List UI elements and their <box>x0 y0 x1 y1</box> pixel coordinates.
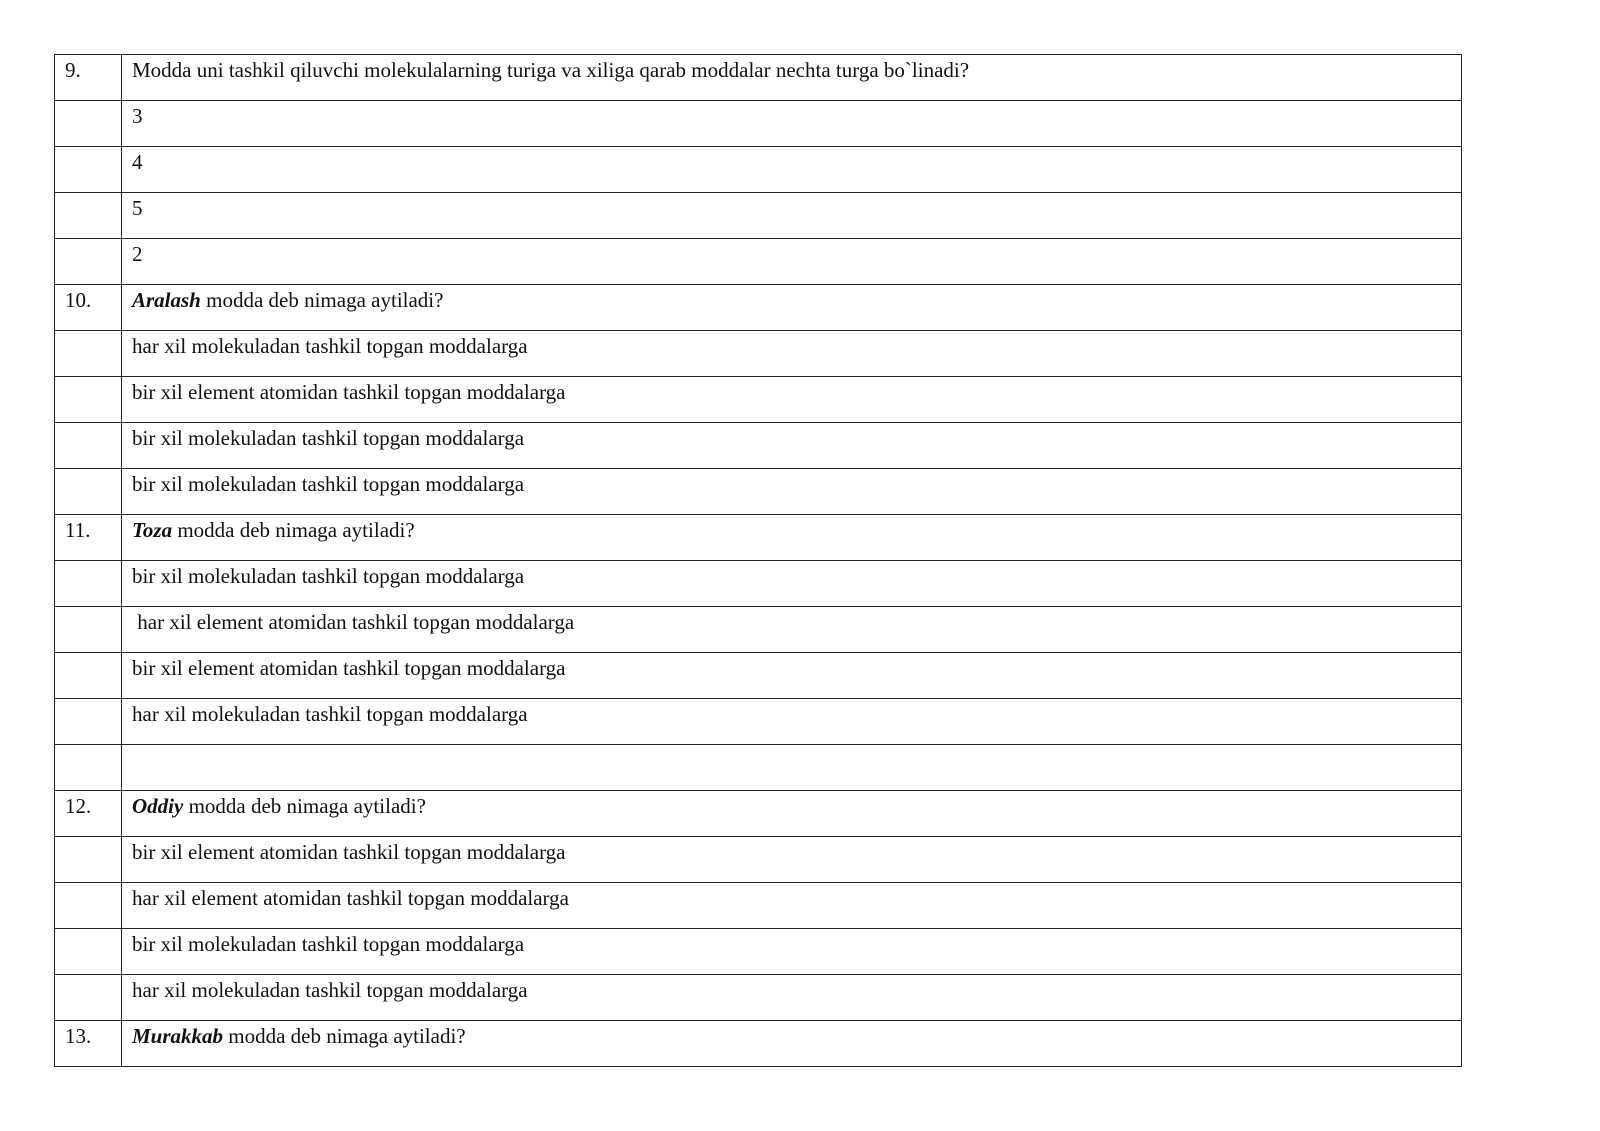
row-text: modda deb nimaga aytiladi? <box>183 794 426 818</box>
table-row <box>55 883 1462 929</box>
question-number <box>55 193 122 239</box>
row-text: har xil molekuladan tashkil topgan moddalarga <box>132 702 528 726</box>
question-number: 9. <box>55 55 122 101</box>
row-text: 5 <box>132 196 143 220</box>
empty-cell <box>122 745 1462 791</box>
answer-option <box>122 975 1462 1021</box>
answer-option <box>122 837 1462 883</box>
question-number <box>55 745 122 791</box>
question-number <box>55 101 122 147</box>
answer-option <box>122 561 1462 607</box>
table-row <box>55 929 1462 975</box>
question-number: 13. <box>55 1021 122 1067</box>
table-row <box>55 515 1462 561</box>
row-text: 3 <box>132 104 143 128</box>
row-text: bir xil molekuladan tashkil topgan moddalarga <box>132 564 525 588</box>
table-row <box>55 239 1462 285</box>
row-text: modda deb nimaga aytiladi? <box>223 1024 466 1048</box>
question-number <box>55 239 122 285</box>
row-text: bir xil element atomidan tashkil topgan moddalarga <box>132 380 566 404</box>
table-row <box>55 745 1462 791</box>
answer-option <box>122 193 1462 239</box>
question-number <box>55 699 122 745</box>
question-keyword: Aralash <box>132 288 201 312</box>
question-number <box>55 561 122 607</box>
row-text: 2 <box>132 242 143 266</box>
table-row <box>55 837 1462 883</box>
row-text: Modda uni tashkil qiluvchi molekulalarning turiga va xiliga qarab moddalar nechta turga bo`linadi? <box>132 58 970 82</box>
row-text: bir xil element atomidan tashkil topgan moddalarga <box>132 656 566 680</box>
question-number <box>55 653 122 699</box>
table-row <box>55 607 1462 653</box>
answer-option <box>122 699 1462 745</box>
question-number <box>55 837 122 883</box>
table-row <box>55 423 1462 469</box>
table-row <box>55 193 1462 239</box>
answer-option <box>122 331 1462 377</box>
row-text: har xil molekuladan tashkil topgan moddalarga <box>132 978 528 1002</box>
table-row <box>55 975 1462 1021</box>
question-text <box>122 791 1462 837</box>
table-row <box>55 1021 1462 1067</box>
question-text <box>122 1021 1462 1067</box>
table-row <box>55 699 1462 745</box>
answer-option <box>122 607 1462 653</box>
answer-option <box>122 883 1462 929</box>
row-text: bir xil molekuladan tashkil topgan moddalarga <box>132 426 525 450</box>
question-text <box>122 55 1462 101</box>
row-text: modda deb nimaga aytiladi? <box>200 288 444 312</box>
row-text: 4 <box>132 150 143 174</box>
question-number <box>55 607 122 653</box>
table-row <box>55 653 1462 699</box>
question-number <box>55 423 122 469</box>
question-number <box>55 975 122 1021</box>
row-text: har xil molekuladan tashkil topgan moddalarga <box>132 334 528 358</box>
question-number <box>55 331 122 377</box>
question-number <box>55 147 122 193</box>
answer-option <box>122 469 1462 515</box>
question-keyword: Oddiy <box>132 794 184 818</box>
table-row <box>55 377 1462 423</box>
answer-option <box>122 929 1462 975</box>
question-text <box>122 285 1462 331</box>
table-row <box>55 285 1462 331</box>
row-text: bir xil element atomidan tashkil topgan moddalarga <box>132 840 566 864</box>
question-number <box>55 377 122 423</box>
question-number: 10. <box>55 285 122 331</box>
table-row <box>55 101 1462 147</box>
row-text: har xil element atomidan tashkil topgan moddalarga <box>132 610 575 634</box>
table-row <box>55 561 1462 607</box>
question-number: 12. <box>55 791 122 837</box>
table-row <box>55 331 1462 377</box>
answer-option <box>122 653 1462 699</box>
question-number <box>55 883 122 929</box>
answer-option <box>122 239 1462 285</box>
row-text: har xil element atomidan tashkil topgan moddalarga <box>132 886 569 910</box>
answer-option <box>122 377 1462 423</box>
row-text: bir xil molekuladan tashkil topgan moddalarga <box>132 932 525 956</box>
question-number: 11. <box>55 515 122 561</box>
quiz-table <box>54 54 1462 1067</box>
table-row <box>55 469 1462 515</box>
answer-option <box>122 423 1462 469</box>
question-text <box>122 515 1462 561</box>
question-keyword: Murakkab <box>132 1024 224 1048</box>
question-number <box>55 929 122 975</box>
row-text: modda deb nimaga aytiladi? <box>172 518 415 542</box>
row-text: bir xil molekuladan tashkil topgan moddalarga <box>132 472 525 496</box>
table-row <box>55 791 1462 837</box>
answer-option <box>122 101 1462 147</box>
question-keyword: Toza <box>132 518 173 542</box>
answer-option <box>122 147 1462 193</box>
table-row <box>55 147 1462 193</box>
table-row <box>55 55 1462 101</box>
question-number <box>55 469 122 515</box>
